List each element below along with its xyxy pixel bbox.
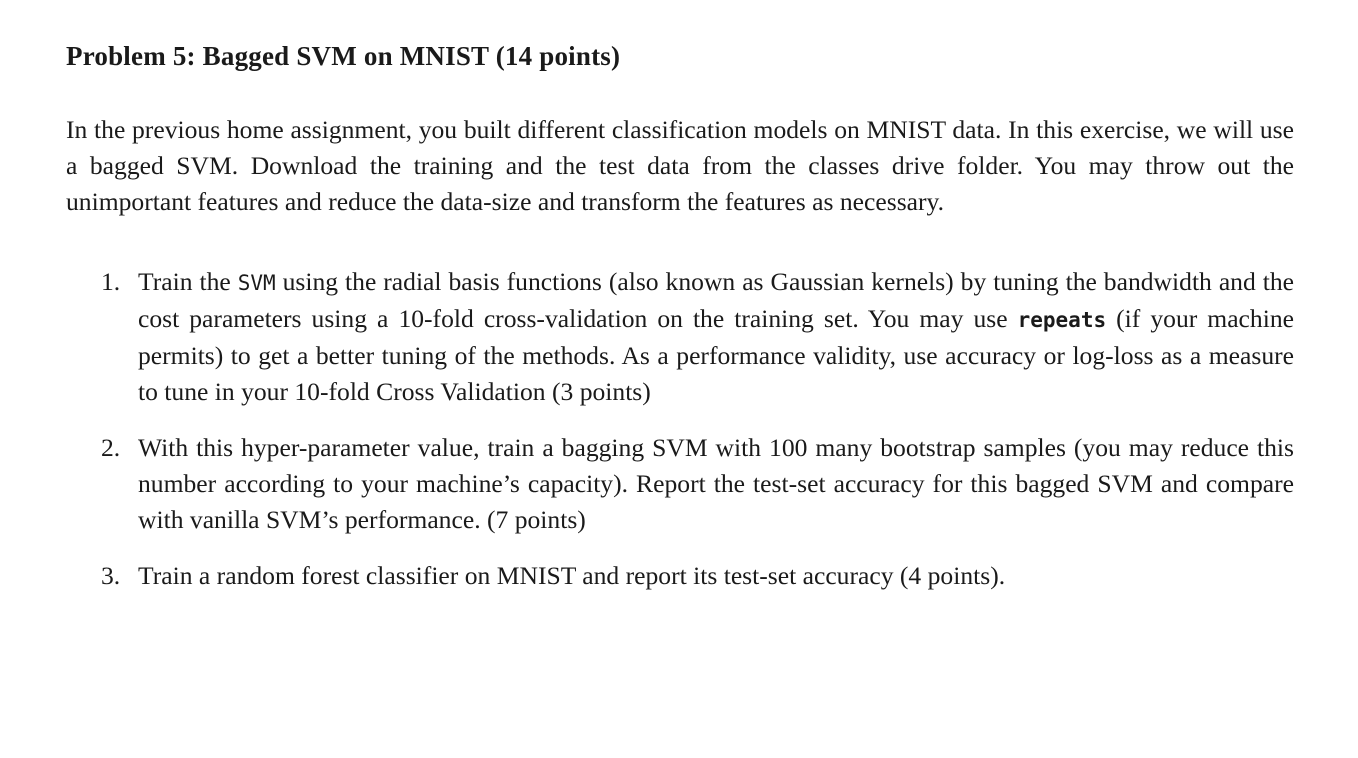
item-text: With this hyper-parameter value, train a bagging SVM with 100 many bootstrap samples (you may reduce this number according to your machine’s capacity). Report the test-set accuracy for this bagged SVM and compare with vanilla SVM’s performance. (7 points)	[138, 433, 1294, 534]
list-item	[66, 430, 1294, 538]
inline-code: SVM	[237, 271, 276, 295]
inline-code: repeats	[1017, 308, 1107, 332]
problem-list	[66, 264, 1294, 594]
problem-title: Problem 5: Bagged SVM on MNIST (14 points)	[66, 41, 621, 71]
item-number: 3.	[101, 561, 121, 590]
item-text: Train the	[138, 267, 238, 296]
intro-paragraph: In the previous home assignment, you built different classification models on MNIST data. In this exercise, we will use a bagged SVM. Download the training and the test data from the classes drive folder. You may throw out the unimportant features and reduce the data-size and transform the features as necessary.	[66, 115, 1294, 216]
document-page	[66, 34, 1294, 614]
item-text: Train a random forest classifier on MNIST and report its test-set accuracy (4 points).	[138, 561, 1006, 590]
item-text: (if your machine permits) to get a better tuning of the methods. As a performance validity, use accuracy or log-loss as a measure to tune in your 10-fold Cross Validation (3 points)	[138, 304, 1294, 406]
list-item	[66, 264, 1294, 410]
item-number: 2.	[101, 433, 121, 462]
item-text: using the radial basis functions (also known as Gaussian kernels) by tuning the bandwidth and the cost parameters using a 10-fold cross-validation on the training set. You may use	[138, 267, 1294, 333]
list-item	[66, 558, 1294, 594]
item-number: 1.	[101, 267, 121, 296]
